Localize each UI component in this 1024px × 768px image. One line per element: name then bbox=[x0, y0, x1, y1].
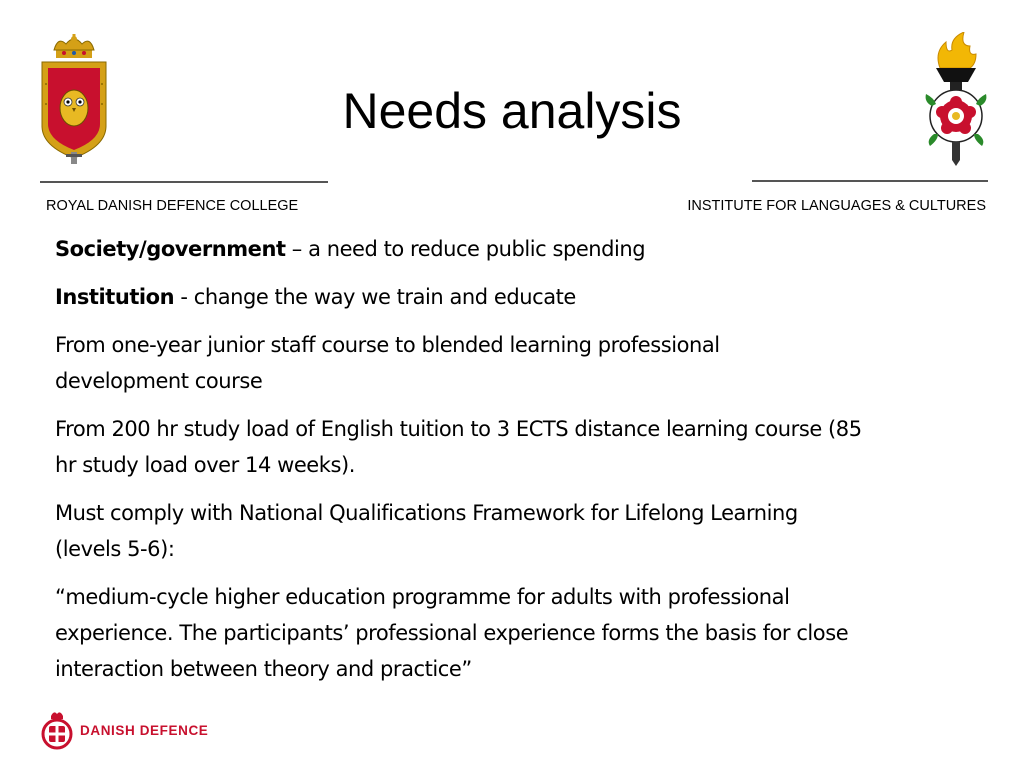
text-study-load-line2: hr study load over 14 weeks). bbox=[55, 453, 355, 477]
paragraph-course-change bbox=[55, 327, 985, 399]
label-society-government: Society/government bbox=[55, 237, 286, 261]
text-society-government: – a need to reduce public spending bbox=[285, 237, 646, 261]
org-name-right: INSTITUTE FOR LANGUAGES & CULTURES bbox=[687, 198, 986, 214]
text-quote-line3: interaction between theory and practice” bbox=[55, 657, 472, 681]
text-study-load-line1: From 200 hr study load of English tuition to 3 ECTS distance learning course (85 bbox=[55, 417, 862, 441]
footer-brand-name: DANISH DEFENCE bbox=[80, 723, 209, 738]
header-divider-right bbox=[752, 180, 988, 182]
text-quote-line2: experience. The participants’ professional experience forms the basis for close bbox=[55, 621, 849, 645]
text-qualifications-line1: Must comply with National Qualifications Framework for Lifelong Learning bbox=[55, 501, 798, 525]
paragraph-quote bbox=[55, 579, 985, 687]
text-institution: - change the way we train and educate bbox=[174, 285, 576, 309]
paragraph-study-load bbox=[55, 411, 985, 483]
slide-title: Needs analysis bbox=[342, 83, 682, 139]
label-institution: Institution bbox=[55, 285, 175, 309]
text-course-change-line1: From one-year junior staff course to blended learning professional bbox=[55, 333, 720, 357]
paragraph-society bbox=[55, 231, 985, 267]
org-name-left: ROYAL DANISH DEFENCE COLLEGE bbox=[46, 198, 299, 214]
text-course-change-line2: development course bbox=[55, 369, 263, 393]
paragraph-qualifications bbox=[55, 495, 985, 567]
slide-body bbox=[55, 231, 985, 699]
header-divider-left bbox=[40, 181, 328, 183]
paragraph-institution bbox=[55, 279, 985, 315]
text-quote-line1: “medium-cycle higher education programme for adults with professional bbox=[55, 585, 790, 609]
danish-defence-emblem-icon bbox=[40, 710, 74, 750]
text-qualifications-line2: (levels 5-6): bbox=[55, 537, 175, 561]
